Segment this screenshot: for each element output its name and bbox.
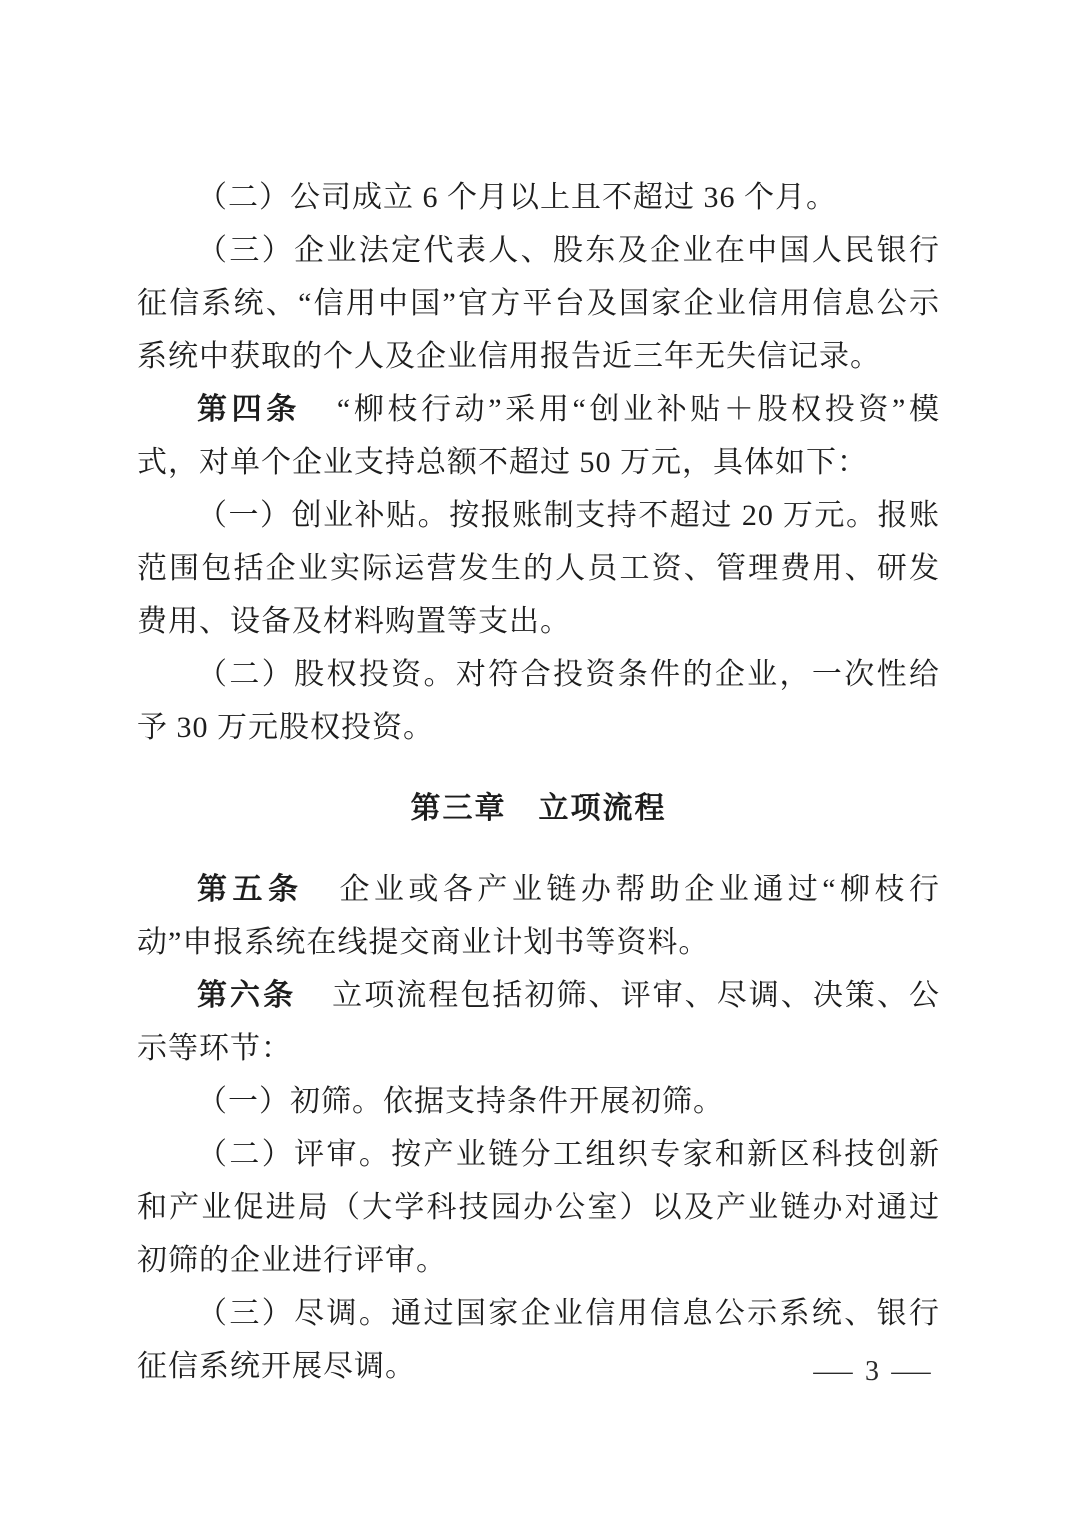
clause-text: （二）股权投资。对符合投资条件的企业，一次性给予 30 万元股权投资。 — [137, 658, 940, 744]
footer-dash-left: — — [813, 1356, 853, 1387]
article-text: 立项流程包括初筛、评审、尽调、决策、公示等环节： — [137, 979, 941, 1065]
clause-text: （二）评审。按产业链分工组织专家和新区科技创新和产业促进局（大学科技园办公室）以及产业链办对通过初筛的企业进行评审。 — [137, 1138, 940, 1277]
clause-item-2c — [137, 1128, 940, 1287]
clause-text: （三）企业法定代表人、股东及企业在中国人民银行征信系统、“信用中国”官方平台及国家企业信用信息公示系统中获取的个人及企业信用报告近三年无失信记录。 — [137, 234, 940, 373]
article-number: 第四条 — [197, 393, 301, 426]
article-5 — [137, 863, 940, 969]
clause-text: （二）公司成立 6 个月以上且不超过 36 个月。 — [197, 181, 837, 214]
clause-text: （一）创业补贴。按报账制支持不超过 20 万元。报账范围包括企业实际运营发生的人员工资、管理费用、研发费用、设备及材料购置等支出。 — [137, 499, 940, 638]
article-text: 企业或各产业链办帮助企业通过“柳枝行动”申报系统在线提交商业计划书等资料。 — [137, 873, 940, 959]
clause-item-1 — [137, 489, 940, 648]
clause-item-2 — [137, 171, 940, 224]
article-text: “柳枝行动”采用“创业补贴＋股权投资”模式，对单个企业支持总额不超过 50 万元，具体如下： — [137, 393, 940, 479]
article-6 — [137, 969, 940, 1075]
footer-dash-right: — — [891, 1356, 931, 1387]
clause-item-1b — [137, 1075, 940, 1128]
page-footer — [813, 1356, 931, 1387]
article-number: 第五条 — [197, 873, 304, 906]
chapter-heading: 第三章 立项流程 — [410, 792, 667, 825]
clause-text: （一）初筛。依据支持条件开展初筛。 — [197, 1085, 724, 1118]
article-4 — [137, 383, 940, 489]
clause-item-2b — [137, 648, 940, 754]
clause-text: （三）尽调。通过国家企业信用信息公示系统、银行征信系统开展尽调。 — [137, 1297, 940, 1383]
clause-item-3 — [137, 224, 940, 383]
page-number: 3 — [865, 1356, 879, 1387]
document-body — [137, 171, 940, 1393]
article-number: 第六条 — [197, 979, 297, 1012]
